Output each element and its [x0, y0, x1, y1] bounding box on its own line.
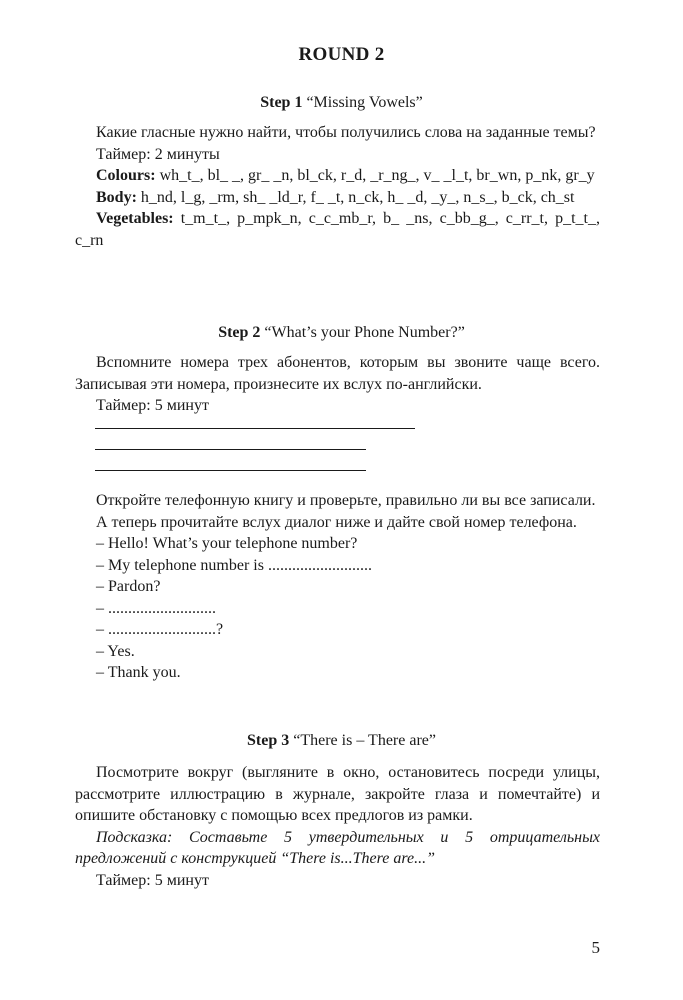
step2-instruction: Вспомните номера трех абонентов, которым вы звоните чаще всего. Записывая эти номера, произнесите их вслух по-английски.: [75, 354, 600, 393]
answer-line-3[interactable]: [95, 470, 366, 471]
vegetables-text: t_m_t_, p_mpk_n, c_c_mb_r, b_ _ns, c_bb_g_, c_rr_t, p_t_t_, c_rn: [75, 210, 600, 249]
dialog-line: – Thank you.: [96, 664, 181, 681]
step2-body: [75, 352, 600, 417]
step3-heading: [0, 732, 683, 750]
step2-heading: [0, 324, 683, 342]
step1-name: “Missing Vowels”: [306, 94, 423, 111]
step2-followup: [75, 490, 600, 684]
step2-check: Откройте телефонную книгу и проверьте, правильно ли вы все записали.: [96, 492, 596, 509]
step1-question: Какие гласные нужно найти, чтобы получились слова на заданные темы?: [96, 124, 596, 141]
colours-text: wh_t_, bl_ _, gr_ _n, bl_ck, r_d, _r_ng_, v_ _l_t, br_wn, p_nk, gr_y: [155, 167, 595, 184]
step2-read: А теперь прочитайте вслух диалог ниже и дайте свой номер телефона.: [96, 513, 577, 531]
vegetables-label: Vegetables:: [96, 210, 174, 227]
step2-label: Step 2: [218, 324, 261, 341]
dialog-line: – ...........................: [96, 599, 216, 617]
vegetables-line: [75, 208, 600, 251]
step2-name: “What’s your Phone Number?”: [264, 324, 465, 341]
round-title: ROUND 2: [298, 44, 385, 65]
step3-label: Step 3: [247, 732, 290, 749]
colours-label: Colours:: [96, 167, 156, 184]
answer-line-1[interactable]: [95, 428, 415, 429]
dialog-line: – Yes.: [96, 642, 135, 660]
colours-line: [75, 165, 600, 187]
page-number: 5: [591, 938, 600, 957]
step3-hint: Подсказка: Составьте 5 утвердительных и 5 отрицательных предложений с конструкцией “There is...There are...”: [75, 828, 600, 867]
step1-timer: Таймер: 2 минуты: [96, 145, 220, 163]
dialog-line: – ...........................?: [96, 621, 224, 638]
dialog-line: – My telephone number is ..........................: [96, 556, 372, 574]
dialog-line: – Pardon?: [96, 578, 161, 595]
step3-body: [75, 762, 600, 891]
body-line: [75, 187, 600, 209]
dialog-line: – Hello! What’s your telephone number?: [96, 535, 358, 552]
answer-line-2[interactable]: [95, 449, 366, 450]
step3-timer: Таймер: 5 минут: [96, 871, 209, 889]
step1-body: [75, 122, 600, 251]
body-text: h_nd, l_g, _rm, sh_ _ld_r, f_ _t, n_ck, h_ _d, _y_, n_s_, b_ck, ch_st: [136, 188, 575, 206]
step1-label: Step 1: [260, 94, 303, 111]
step3-name: “There is – There are”: [293, 732, 436, 749]
step2-timer: Таймер: 5 минут: [96, 397, 209, 414]
body-label: Body:: [96, 188, 137, 206]
step3-instruction: Посмотрите вокруг (выгляните в окно, остановитесь посреди улицы, рассмотрите иллюстрацию в журнале, закройте глаза и помечтайте) и опишите обстановку с помощью всех предлогов из рамки.: [75, 764, 600, 824]
step1-heading: [0, 94, 683, 112]
